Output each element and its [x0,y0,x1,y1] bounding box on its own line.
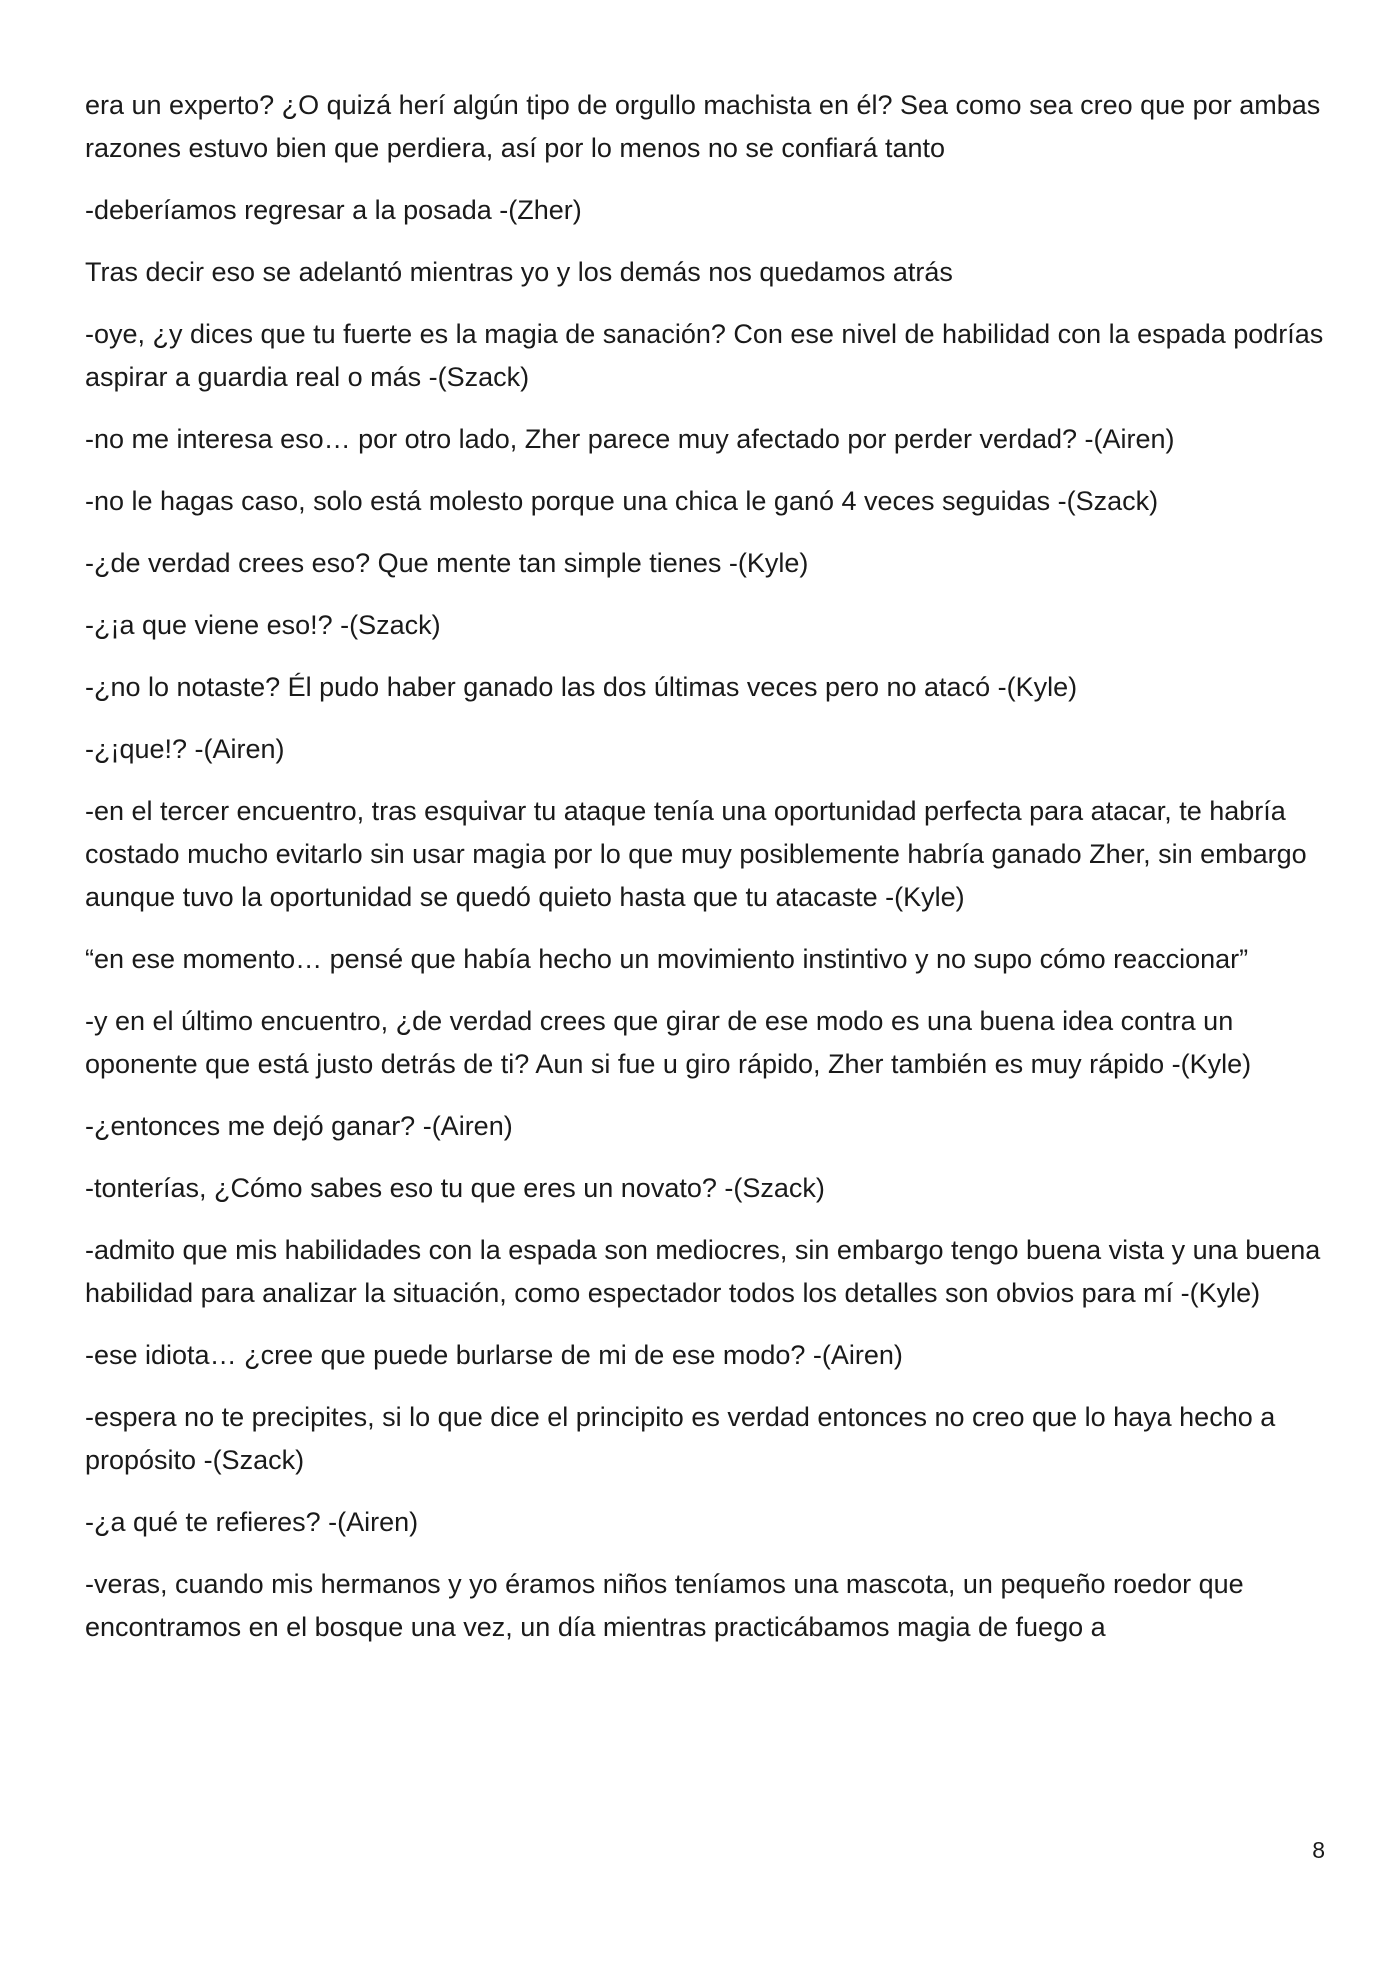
paragraph: -deberíamos regresar a la posada -(Zher) [85,195,582,225]
paragraph: -oye, ¿y dices que tu fuerte es la magia de sanación? Con ese nivel de habilidad con la espada podrías aspirar a guardia real o más -(Szack) [85,319,1324,392]
paragraph: -veras, cuando mis hermanos y yo éramos niños teníamos una mascota, un pequeño roedor que encontramos en el bosque una vez, un día mientras practicábamos magia de fuego a [85,1569,1244,1642]
paragraph: -ese idiota… ¿cree que puede burlarse de mi de ese modo? -(Airen) [85,1340,903,1370]
paragraph: -no me interesa eso… por otro lado, Zher parece muy afectado por perder verdad? -(Airen) [85,424,1175,454]
paragraph: -y en el último encuentro, ¿de verdad crees que girar de ese modo es una buena idea contra un oponente que está justo detrás de ti? Aun si fue u giro rápido, Zher también es muy rápido -(Kyle) [85,1006,1252,1079]
paragraph: -¿¡a que viene eso!? -(Szack) [85,610,441,640]
paragraph: -¿¡que!? -(Airen) [85,734,285,764]
paragraph: -¿no lo notaste? Él pudo haber ganado las dos últimas veces pero no atacó -(Kyle) [85,672,1078,702]
paragraph: era un experto? ¿O quizá herí algún tipo de orgullo machista en él? Sea como sea creo que por ambas razones estuvo bien que perdiera, así por lo menos no se confiará tanto [85,90,1321,163]
paragraph: -tonterías, ¿Cómo sabes eso tu que eres un novato? -(Szack) [85,1173,825,1203]
paragraph: -admito que mis habilidades con la espada son mediocres, sin embargo tengo buena vista y una buena habilidad para analizar la situación, como espectador todos los detalles son obvios para mí -(Kyle) [85,1235,1321,1308]
paragraph: “en ese momento… pensé que había hecho un movimiento instintivo y no supo cómo reaccionar” [85,944,1249,974]
paragraph: -¿de verdad crees eso? Que mente tan simple tienes -(Kyle) [85,548,809,578]
paragraph: -no le hagas caso, solo está molesto porque una chica le ganó 4 veces seguidas -(Szack) [85,486,1159,516]
paragraph: -¿a qué te refieres? -(Airen) [85,1507,419,1537]
paragraph: Tras decir eso se adelantó mientras yo y los demás nos quedamos atrás [85,257,953,287]
page-number: 8 [1312,1837,1325,1863]
paragraph: -espera no te precipites, si lo que dice el principito es verdad entonces no creo que lo haya hecho a propósito -(Szack) [85,1402,1276,1475]
paragraph: -en el tercer encuentro, tras esquivar tu ataque tenía una oportunidad perfecta para atacar, te habría costado mucho evitarlo sin usar magia por lo que muy posiblemente habría ganado Zher, sin embargo aunque tuvo la oportunidad se quedó quieto hasta que tu atacaste -(Kyle) [85,796,1307,912]
page-body-text [85,84,1325,1668]
paragraph: -¿entonces me dejó ganar? -(Airen) [85,1111,513,1141]
